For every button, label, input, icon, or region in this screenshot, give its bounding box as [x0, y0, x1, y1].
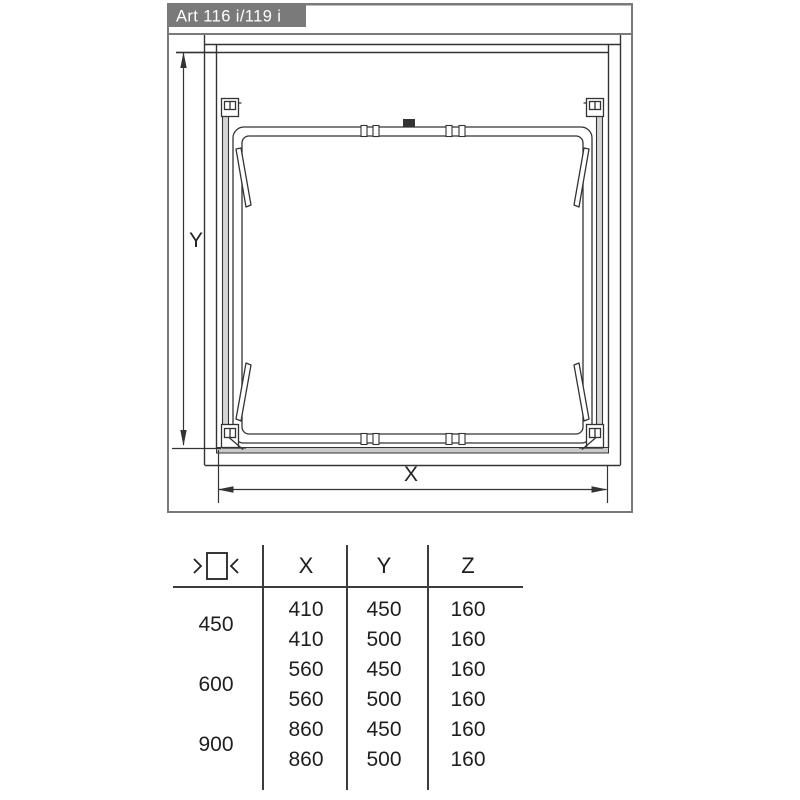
table-cell: 160 — [450, 718, 486, 741]
table-cell: 160 — [450, 748, 486, 771]
title-tab — [167, 3, 306, 27]
table-cell: 500 — [366, 748, 402, 771]
table-cell: 410 — [288, 628, 324, 651]
table-header-y: Y — [376, 553, 392, 578]
table-divider-2 — [346, 545, 348, 790]
pull-out-frame — [222, 99, 604, 450]
bracket-top-right — [584, 99, 604, 117]
table-divider-1 — [262, 545, 264, 790]
table-cell: 160 — [450, 688, 486, 711]
table-cell: 500 — [366, 688, 402, 711]
group-width-900: 900 — [198, 733, 234, 756]
table-cell: 160 — [450, 598, 486, 621]
dimension-y — [172, 52, 221, 449]
cabinet-width-icon — [190, 551, 242, 581]
table-cell: 860 — [288, 718, 324, 741]
title-tab-label: Art 116 i/119 i — [176, 7, 282, 26]
table-cell: 160 — [450, 628, 486, 651]
table-cell: 500 — [366, 628, 402, 651]
frame-center-stop — [403, 119, 415, 127]
box-top-edge — [167, 33, 633, 35]
dim-y-arrow-up — [180, 52, 186, 68]
table-cell: 160 — [450, 658, 486, 681]
box-left-edge — [167, 3, 169, 513]
table-cell: 450 — [366, 718, 402, 741]
cabinet-floor-edge — [217, 448, 609, 454]
dim-x-arrow-right — [592, 486, 608, 492]
table-cell: 860 — [288, 748, 324, 771]
table-cell: 410 — [288, 598, 324, 621]
arrow-right-icon — [194, 559, 201, 573]
table-cell: 450 — [366, 598, 402, 621]
right-runner-rail — [597, 116, 603, 446]
table-header-x: X — [298, 553, 314, 578]
dimension-x — [218, 450, 608, 503]
table-header-rule — [173, 586, 523, 588]
dim-x-arrow-left — [218, 486, 234, 492]
box-right-edge — [631, 3, 633, 513]
table-cell: 560 — [288, 658, 324, 681]
group-width-450: 450 — [198, 613, 234, 636]
table-divider-3 — [427, 545, 429, 790]
table-cell: 560 — [288, 688, 324, 711]
arrow-left-icon — [231, 559, 238, 573]
dim-y-arrow-down — [180, 430, 186, 446]
frame-inner-edge — [242, 136, 583, 434]
dim-x-label: X — [404, 463, 419, 486]
bracket-top-left — [222, 99, 242, 117]
box-bottom-edge — [167, 511, 633, 513]
table-header-z: Z — [461, 553, 475, 578]
left-runner-rail — [223, 116, 229, 446]
dim-y-label: Y — [189, 229, 204, 252]
group-width-600: 600 — [198, 673, 234, 696]
table-cell: 450 — [366, 658, 402, 681]
